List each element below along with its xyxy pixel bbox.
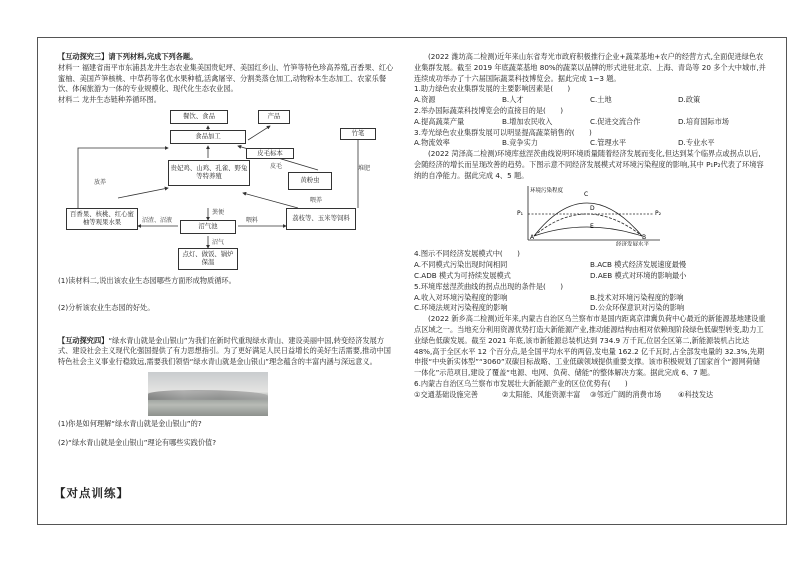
eco-cycle-diagram <box>58 108 394 274</box>
question-3-options <box>414 138 766 149</box>
box-catering: 餐饮、食品 <box>170 110 228 124</box>
question-6-options <box>414 390 766 401</box>
option[interactable]: ①交通基础设施完善 <box>414 389 478 399</box>
option[interactable]: D.公众环保意识对污染的影响 <box>590 303 685 313</box>
option[interactable]: A.提高蔬菜产量 <box>414 116 465 126</box>
q4-sub1: (1)你是如何理解“绿水青山就是金山银山”的? <box>58 418 202 428</box>
question-4: 4.图示不同经济发展模式中( ) <box>414 249 520 259</box>
graph-label-p1: P₁ <box>517 209 524 217</box>
box-feed-crops: 荔枝等、玉米等饲料 <box>286 208 356 230</box>
graph-label-e: E <box>590 222 594 230</box>
q4-text: “绿水青山就是金山银山”为我们在新时代重现绿水青山、建设美丽中国,转变经济发展方式、建设社会主义现代化强国提供了有力思想指引。为了更好满足人民日益增长的美好生活需要,推动中国特色社会主义事业行稳致远,需要我们领悟“绿水青山就是金山银山”理念蕴含的丰富内涵与深远意义。 <box>58 335 391 367</box>
graph-label-p2: P₂ <box>655 209 662 217</box>
graph-label-a: A <box>530 233 535 241</box>
question-5: 5.环境库兹涅茨曲线的拐点出现的条件是( ) <box>414 281 564 291</box>
label-compost: 堆肥 <box>358 164 371 172</box>
option[interactable]: B.人才 <box>502 95 524 105</box>
left-column <box>58 52 394 449</box>
option[interactable]: C.管理水平 <box>590 138 627 148</box>
box-food-processing: 食品加工 <box>170 130 246 144</box>
q3-material-1: 材料一 福建省南平市东浦县龙井生态农业集美国贵妃坪、美国红乡山、竹笋等特色珍高养殖,百香果、红心蜜柚、美国芦笋核桃、中草药等名优水果种植,活禽屠宰、分割类蒸仓加工,动物粉本生态加工、农家乐餐饮、体闲旅游为一体的专业规模化、现代化生态农业园。 <box>58 62 394 94</box>
label-fodder: 喂料 <box>246 216 259 224</box>
label-feeding: 喂养 <box>310 196 323 204</box>
question-5-options-row2 <box>414 303 766 314</box>
option[interactable]: B.ACB 模式经济发展速度最慢 <box>590 260 687 270</box>
section-heading: 【对点训练】 <box>54 486 129 500</box>
option[interactable]: C.促进交流合作 <box>590 116 641 126</box>
q3-sub2: (2)分析该农业生态园的好处。 <box>58 302 155 312</box>
question-3: 3.寿光绿色农业集群发展可以明显提高蔬菜销售的( ) <box>414 127 592 137</box>
label-biogas: 沼气 <box>212 238 225 246</box>
question-1-options <box>414 95 766 106</box>
option[interactable]: A.收入对环境污染程度的影响 <box>414 292 508 302</box>
option[interactable]: C.土地 <box>590 95 612 105</box>
option[interactable]: B.竞争实力 <box>502 138 538 148</box>
landscape-photo <box>148 372 268 416</box>
graph-label-d: D <box>590 204 595 212</box>
option[interactable]: B.技术对环境污染程度的影响 <box>590 292 684 302</box>
graph-y-axis-label: 环境污染程度 <box>530 187 564 194</box>
question-2-options <box>414 117 766 128</box>
q4-sub2: (2)“绿水青山就是金山银山”理论有哪些实践价值? <box>58 437 217 447</box>
box-mealworms: 黄粉虫 <box>288 172 332 190</box>
label-free-range: 放养 <box>94 178 107 186</box>
option[interactable]: D.培育国际市场 <box>678 116 729 126</box>
graph-label-c: C <box>584 190 589 198</box>
option[interactable]: ④科技发达 <box>678 389 714 399</box>
right-column <box>414 52 766 401</box>
option[interactable]: ②太阳能、风能资源丰富 <box>502 389 581 399</box>
q3-material-2: 材料二 龙井生态链种养循环图。 <box>58 95 161 105</box>
box-livestock: 贵妃鸡、山鸡、孔雀、野兔等特养殖 <box>168 160 250 186</box>
box-orchard: 百香果、核桃、红心蜜柚等观果水果 <box>66 208 138 230</box>
q3-sub1: (1)读材料二,说出该农业生态园哪些方面形成物质循环。 <box>58 275 236 285</box>
graph-x-axis-label: 经济发展水平 <box>616 241 650 246</box>
box-biogas-digester: 沼气池 <box>180 220 236 234</box>
question-1: 1.助力绿色农业集群发展的主要影响因素是( ) <box>414 84 571 94</box>
label-hides: 皮毛 <box>270 162 283 170</box>
question-4-options-row2 <box>414 271 766 282</box>
intro-3: (2022 新乡高二检测)近年来,内蒙古自治区乌兰察布市是国内距离京津冀负荷中心最近的新能源基地建设重点区域之一。当地充分利用资源优势打造大新能源产业,推动能源结构由相对依赖现阶段绿色低碳型转变,助力工业绿色低碳发展。截至 2021 年底,该市新能源总装机达到 734.9 万千瓦,位居全区第二,新能源装机占比达 48%,高于全区水平 12 个百分点,是全国平均水平的两倍,发电量 162.2 亿千瓦时,占全部发电量的 32.3%,先期申报“中央新实体型”“3060”双碳目标战略、工业低碳领域提供重要支撑。该市积极规划了国家首个“源网荷储一体化”示范项目,建设了覆盖“电源、电网、负荷、储能”的整体解决方案。据此完成 6、7 题。 <box>414 314 766 378</box>
label-slurry: 沼渣、沼液 <box>142 216 173 224</box>
option[interactable]: C.环境法规对污染程度的影响 <box>414 303 508 313</box>
option[interactable]: C.ADB 模式为可持续发展模式 <box>414 270 511 280</box>
box-energy-use: 点灯、做饭、锅炉保温 <box>178 248 238 270</box>
question-6: 6.内蒙古自治区乌兰察布市发展壮大新能源产业的区位优势有( ) <box>414 378 628 388</box>
kuznets-curve-graph <box>514 184 664 246</box>
option[interactable]: A.不同模式污染出现时间相同 <box>414 260 508 270</box>
box-hide-specimens: 皮毛标本 <box>246 148 294 159</box>
option[interactable]: A.物流效率 <box>414 138 450 148</box>
label-manure: 粪便 <box>212 208 225 216</box>
box-products: 产品 <box>258 110 290 124</box>
question-5-options-row1 <box>414 293 766 304</box>
option[interactable]: D.政策 <box>678 95 701 105</box>
option[interactable]: D.专业水平 <box>678 138 715 148</box>
question-4-options-row1 <box>414 260 766 271</box>
q3-title: 【互动探究三】请下列材料,完成下列各题。 <box>58 52 198 61</box>
graph-label-b: B <box>642 233 647 241</box>
option[interactable]: ③邻近广阔的消费市场 <box>590 389 662 399</box>
q4-title: 【互动探究四】 <box>58 335 109 345</box>
question-2: 2.举办国际蔬菜科技博览会的直接目的是( ) <box>414 105 564 115</box>
intro-1: (2022 潍坊高二检测)近年来山东省寿光市政府积极推行企业+蔬菜基地+农户的经营方式,全面促进绿色农业集群发展。截至 2019 年底蔬菜基地 80%的蔬菜以品牌的形式进驻北京、上海、青岛等 20 多个大中城市,并连续成功举办了十六届国际蔬菜科技博览会。据此完成 1~3 题。 <box>414 52 766 83</box>
option[interactable]: B.增加农民收入 <box>502 116 553 126</box>
option[interactable]: D.AEB 模式对环境的影响最小 <box>590 270 687 280</box>
intro-2: (2022 菏泽高二检测)环境库兹涅茨曲线说明环境质量随着经济发展而变化,但达到某个临界点或拐点以后,会随经济的增长而呈现改善的趋势。下图示意不同经济发展模式对环境污染程度的影响,其中 P₁P₂代表了环境容纳的自净能力。据此完成 4、5 题。 <box>414 149 764 180</box>
option[interactable]: A.资源 <box>414 95 436 105</box>
box-bamboo: 竹笔 <box>340 128 376 140</box>
